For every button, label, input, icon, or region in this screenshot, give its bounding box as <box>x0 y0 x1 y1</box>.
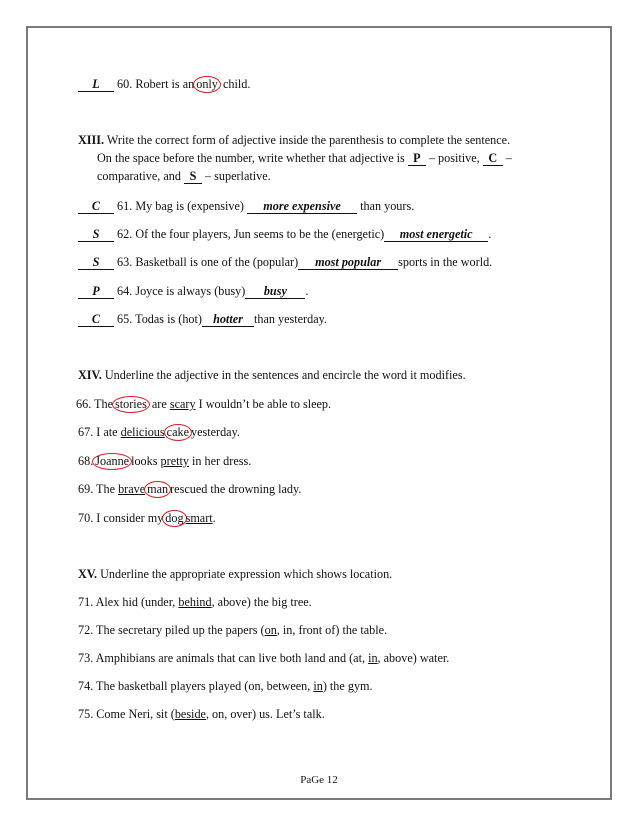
item-68-post: in her dress. <box>192 454 252 468</box>
underlined-word-66: scary <box>169 397 196 411</box>
section-13-line3-text: comparative, and <box>97 169 181 183</box>
underlined-word-71: behind <box>178 595 212 609</box>
code-p: P <box>408 151 426 166</box>
item-61-post: than yours. <box>360 199 415 213</box>
code-c: C <box>483 151 503 166</box>
answer-blank-63: S <box>78 255 114 270</box>
underlined-word-67: delicious <box>120 425 165 439</box>
item-73-pre: 73. Amphibians are animals that can live both land and (at, <box>78 651 366 665</box>
page-number: PaGe 12 <box>300 774 338 786</box>
item-71 <box>78 594 312 610</box>
item-73 <box>78 650 449 666</box>
underlined-word-72: on <box>264 623 277 637</box>
answer-blank-65: C <box>78 312 114 327</box>
answer-63: most popular <box>298 255 398 270</box>
item-60-post: child. <box>222 77 251 91</box>
item-60 <box>78 76 250 93</box>
item-75 <box>78 706 325 722</box>
answer-blank-64: P <box>78 284 114 299</box>
section-14-text: Underline the adjective in the sentences and encircle the word it modifies. <box>104 368 466 382</box>
section-15-text: Underline the appropriate expression which shows location. <box>100 567 393 581</box>
item-63-text: 63. Basketball is one of the (popular) <box>117 255 299 269</box>
item-66-pre: 66. The <box>76 397 114 411</box>
item-68-pre: 68. <box>78 454 94 468</box>
circled-word-67: cake <box>164 424 192 441</box>
item-62-post: . <box>488 227 492 241</box>
item-60-text: Robert is an <box>135 77 195 91</box>
item-74-pre: 74. The basketball players played (on, between, <box>78 679 311 693</box>
code-p-text: – positive, <box>428 151 480 165</box>
answer-61: more expensive <box>247 199 357 214</box>
item-75-post: , on, over) us. Let’s talk. <box>205 707 325 721</box>
item-72-pre: 72. The secretary piled up the papers ( <box>78 623 265 637</box>
underlined-word-75: beside <box>174 707 206 721</box>
item-66-mid: are <box>151 397 167 411</box>
section-14-label: XIV. <box>78 368 102 382</box>
item-72-post: , in, front of) the table. <box>276 623 388 637</box>
item-71-pre: 71. Alex hid (under, <box>78 595 176 609</box>
underlined-word-74: in <box>313 679 323 693</box>
item-67 <box>78 424 240 441</box>
item-66-post: I wouldn’t be able to sleep. <box>198 397 332 411</box>
item-75-pre: 75. Come Neri, sit ( <box>78 707 175 721</box>
section-15-label: XV. <box>78 567 98 581</box>
item-68 <box>78 453 251 470</box>
section-13-line2 <box>97 150 512 166</box>
underlined-word-69: brave <box>118 482 146 496</box>
item-63 <box>78 254 492 270</box>
answer-62: most energetic <box>384 227 488 242</box>
item-67-post: yesterday. <box>190 425 240 439</box>
item-70-post: . <box>212 511 216 525</box>
item-61 <box>78 198 414 214</box>
circled-word-66: stories <box>112 396 150 413</box>
code-s-text: – superlative. <box>205 169 271 183</box>
item-73-post: , above) water. <box>377 651 450 665</box>
section-15-instruction <box>78 566 392 582</box>
item-60-number: 60. <box>117 77 133 91</box>
section-13-line3 <box>97 168 271 184</box>
item-62 <box>78 226 491 242</box>
item-74-post: ) the gym. <box>322 679 373 693</box>
item-65-text: 65. Todas is (hot) <box>117 312 202 326</box>
code-s: S <box>184 169 202 184</box>
circled-word-60: only <box>193 76 221 93</box>
item-71-post: , above) the big tree. <box>211 595 312 609</box>
item-74 <box>78 678 373 694</box>
item-70-pre: 70. I consider my <box>78 511 164 525</box>
answer-blank-62: S <box>78 227 114 242</box>
code-c-text: – <box>505 151 512 165</box>
section-13-line1: Write the correct form of adjective inside the parenthesis to complete the sentence. <box>106 133 511 147</box>
section-13-instruction <box>78 132 510 148</box>
section-13-line2-text: On the space before the number, write whether that adjective is <box>97 151 405 165</box>
item-64 <box>78 283 308 299</box>
item-65-post: than yesterday. <box>253 312 327 326</box>
circled-word-68: Joanne <box>92 453 132 470</box>
item-67-pre: 67. I ate <box>78 425 118 439</box>
item-64-post: . <box>305 284 309 298</box>
item-63-post: sports in the world. <box>398 255 493 269</box>
section-14-instruction <box>78 367 466 383</box>
item-66 <box>76 396 331 413</box>
item-69 <box>78 481 301 498</box>
answer-blank-60: L <box>78 77 114 92</box>
item-72 <box>78 622 387 638</box>
answer-64: busy <box>245 284 305 299</box>
circled-word-69: man <box>144 481 171 498</box>
item-64-text: 64. Joyce is always (busy) <box>117 284 246 298</box>
item-69-post: rescued the drowning lady. <box>170 482 302 496</box>
item-70 <box>78 510 216 527</box>
section-13-label: XIII. <box>78 133 105 147</box>
circled-word-70: dog <box>162 510 186 527</box>
item-69-pre: 69. The <box>78 482 116 496</box>
underlined-word-70: smart <box>185 511 213 525</box>
underlined-word-73: in <box>368 651 378 665</box>
underlined-word-68: pretty <box>160 454 189 468</box>
item-62-text: 62. Of the four players, Jun seems to be the (energetic) <box>117 227 385 241</box>
item-65 <box>78 311 327 327</box>
item-61-text: 61. My bag is (expensive) <box>117 199 244 213</box>
answer-blank-61: C <box>78 199 114 214</box>
item-68-mid: looks <box>131 454 158 468</box>
answer-65: hotter <box>202 312 254 327</box>
